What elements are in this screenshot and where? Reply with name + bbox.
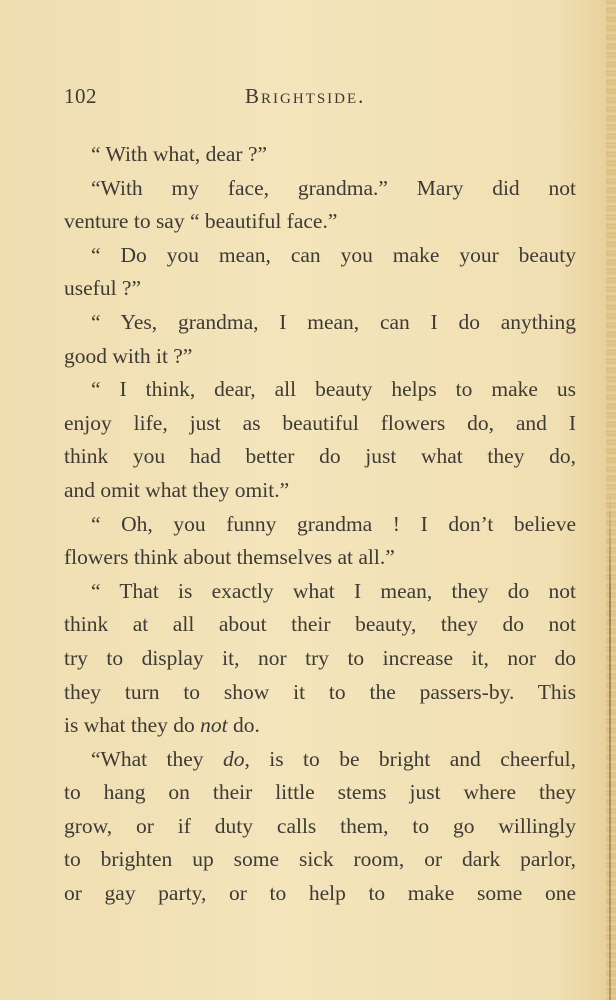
text-segment: is to be bright and cheerful, (249, 746, 576, 771)
text-line: venture to say “ beautiful face.” (64, 209, 338, 234)
text-line: try to display it, nor try to increase it, nor do (64, 645, 576, 670)
text-segment: “What they (91, 746, 223, 771)
text-line: “ Do you mean, can you make your beauty (91, 242, 576, 267)
text-line: think you had better do just what they do, (64, 444, 576, 469)
page-edge (606, 0, 616, 1000)
text-line: “ Oh, you funny grandma ! I don’t believe (91, 511, 576, 536)
text-line (64, 709, 576, 743)
emphasis-text: not (200, 713, 228, 738)
text-line: “ Yes, grandma, I mean, can I do anything (91, 309, 576, 334)
text-line: enjoy life, just as beautiful flowers do, and I (64, 410, 576, 435)
emphasis-text: do, (222, 746, 250, 771)
text-line: and omit what they omit.” (64, 477, 290, 502)
body-text (64, 138, 576, 911)
text-line: think at all about their beauty, they do not (64, 612, 576, 637)
text-line: to brighten up some sick room, or dark parlor, (64, 847, 576, 872)
text-line: useful ?” (64, 276, 142, 301)
text-line: “With my face, grandma.” Mary did not (91, 175, 576, 200)
text-line: “ That is exactly what I mean, they do not (91, 578, 576, 603)
text-line: to hang on their little stems just where they (64, 780, 576, 805)
running-head: Brightside. (245, 84, 366, 108)
text-line: grow, or if duty calls them, to go willingly (64, 813, 576, 838)
text-line (64, 743, 576, 777)
text-line: good with it ?” (64, 343, 193, 368)
text-line: or gay party, or to help to make some one (64, 881, 576, 906)
text-segment: is what they do (64, 713, 201, 738)
page-header (64, 84, 576, 118)
page-number: 102 (64, 84, 97, 108)
text-segment: do. (227, 713, 260, 738)
text-line: “ I think, dear, all beauty helps to make us (91, 377, 576, 402)
text-line: flowers think about themselves at all.” (64, 545, 395, 570)
text-line: “ With what, dear ?” (91, 142, 268, 166)
text-line: they turn to show it to the passers-by. This (64, 679, 576, 704)
page-edge-shadow (609, 490, 611, 1000)
